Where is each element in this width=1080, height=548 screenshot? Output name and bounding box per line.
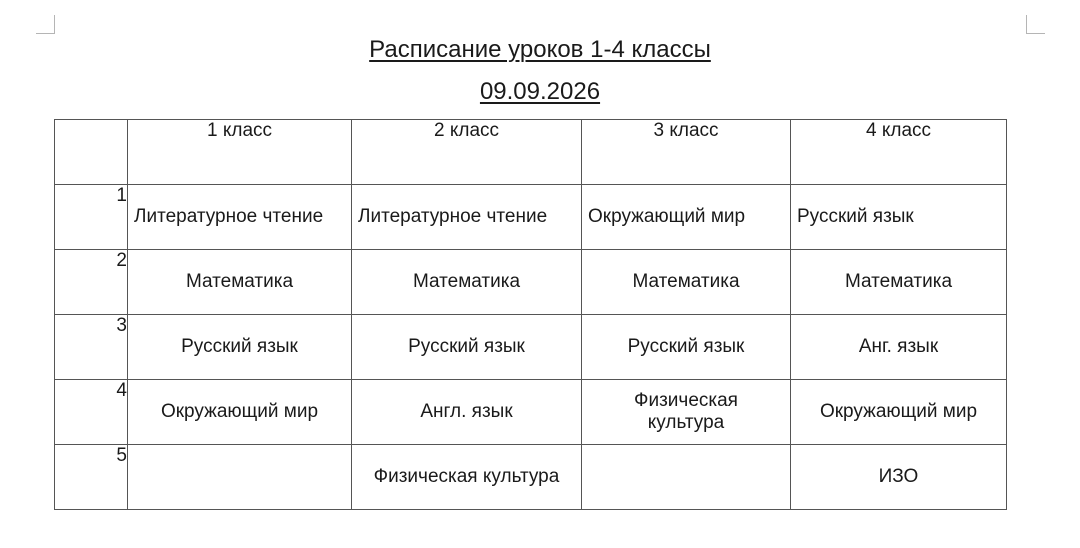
table-cell (128, 445, 352, 510)
lesson-number: 1 (55, 185, 128, 250)
table-cell: Окружающий мир (582, 185, 791, 250)
table-row (55, 185, 1007, 250)
schedule-table (54, 119, 1007, 510)
lesson-number: 2 (55, 250, 128, 315)
table-cell: Русский язык (128, 315, 352, 380)
header-cell-lesson-number (55, 120, 128, 185)
lesson-number: 4 (55, 380, 128, 445)
header-cell-class-2: 2 класс (352, 120, 582, 185)
table-cell: Математика (352, 250, 582, 315)
table-row (55, 380, 1007, 445)
table-cell: Русский язык (791, 185, 1007, 250)
table-cell: ИЗО (791, 445, 1007, 510)
table-cell: Окружающий мир (791, 380, 1007, 445)
table-cell: Анг. язык (791, 315, 1007, 380)
table-row (55, 315, 1007, 380)
header-cell-class-4: 4 класс (791, 120, 1007, 185)
table-cell: Литературное чтение (352, 185, 582, 250)
crop-mark-top-left (36, 15, 55, 34)
table-header-row (55, 120, 1007, 185)
table-cell: Русский язык (582, 315, 791, 380)
table-cell: Окружающий мир (128, 380, 352, 445)
table-cell (582, 445, 791, 510)
header-cell-class-1: 1 класс (128, 120, 352, 185)
table-cell: Англ. язык (352, 380, 582, 445)
lesson-number: 3 (55, 315, 128, 380)
table-cell: Литературное чтение (128, 185, 352, 250)
lesson-number: 5 (55, 445, 128, 510)
header-cell-class-3: 3 класс (582, 120, 791, 185)
table-cell: Математика (791, 250, 1007, 315)
table-cell: Физическая культура (352, 445, 582, 510)
crop-mark-top-right (1026, 15, 1045, 34)
document-title: Расписание уроков 1-4 классы (369, 36, 711, 63)
table-cell: Математика (582, 250, 791, 315)
document-date: 09.09.2026 (479, 78, 601, 105)
table-row (55, 250, 1007, 315)
table-cell: Русский язык (352, 315, 582, 380)
table-cell: Математика (128, 250, 352, 315)
table-row (55, 445, 1007, 510)
table-cell: Физическая культура (582, 380, 791, 445)
